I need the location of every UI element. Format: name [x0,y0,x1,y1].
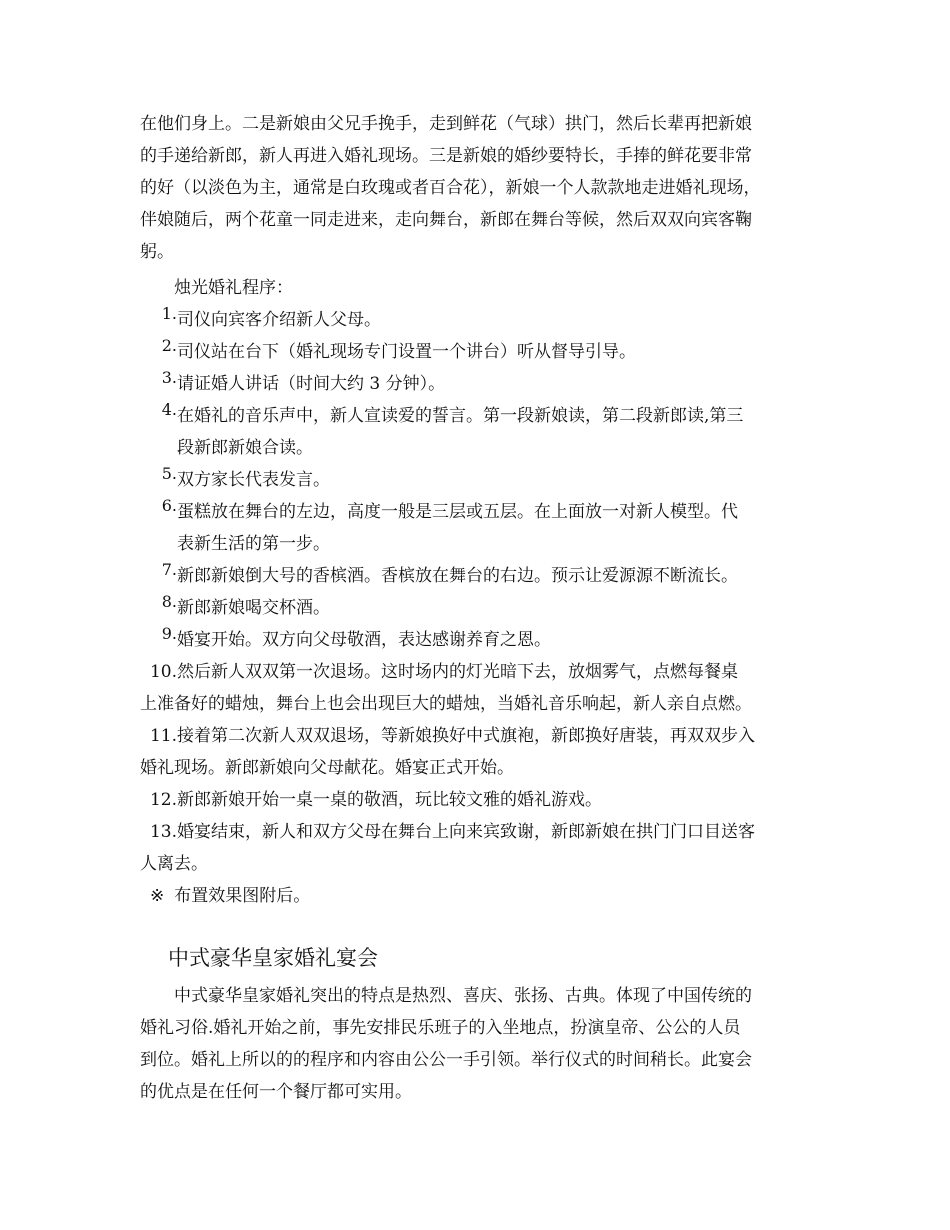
item-number: 6. [161,496,177,515]
item-text: 双方家长代表发言。 [177,470,330,490]
item-text: 请证婚人讲话（时间大约 3 分钟）。 [177,374,446,394]
item-number: 4. [161,400,177,419]
item-text: 婚宴结束，新人和双方父母在舞台上向来宾致谢，新郎新娘在拱门门口目送客 [177,822,755,842]
item-number: 7. [161,560,177,579]
item-number: 10. [149,662,177,682]
item-text: 上准备好的蜡烛，舞台上也会出现巨大的蜡烛，当婚礼音乐响起，新人亲自点燃。 [140,694,752,714]
list-item [140,400,820,464]
item-text: 新郎新娘开始一桌一桌的敬酒，玩比较文雅的婚礼游戏。 [177,790,602,810]
item-text: 司仪站在台下（婚礼现场专门设置一个讲台）听从督导引导。 [177,342,636,362]
procedure-title: 烛光婚礼程序： [174,278,293,298]
item-number: 12. [149,790,177,810]
item-text: 司仪向宾客介绍新人父母。 [177,310,381,330]
section-line: 的优点是在任何一个餐厅都可实用。 [140,1082,412,1102]
intro-line: 伴娘随后，两个花童一同走进来，走向舞台，新郎在舞台等候，然后双双向宾客鞠 [140,210,752,230]
note-text: 布置效果图附后。 [174,886,311,906]
item-text: 新郎新娘倒大号的香槟酒。香槟放在舞台的右边。预示让爱源源不断流长。 [177,566,738,586]
item-text: 新郎新娘喝交杯酒。 [177,598,330,618]
intro-line: 躬。 [140,242,174,262]
item-number: 2. [161,336,177,355]
intro-paragraph [140,108,820,912]
list-item [140,656,820,720]
item-number: 5. [161,464,177,483]
procedure-list [140,304,820,880]
list-item [140,560,820,592]
intro-line: 在他们身上。二是新娘由父兄手挽手，走到鲜花（气球）拱门，然后长辈再把新娘 [140,114,752,134]
item-text: 在婚礼的音乐声中，新人宣读爱的誓言。第一段新娘读，第二段新郎读,第三 [177,406,744,426]
item-text: 段新郎新娘合读。 [177,438,313,458]
list-item [140,624,820,656]
item-number: 3. [161,368,177,387]
item-number: 9. [161,624,177,643]
section-line: 婚礼习俗.婚礼开始之前，事先安排民乐班子的入坐地点，扮演皇帝、公公的人员 [140,1018,741,1038]
list-item [140,784,820,816]
item-text: 人离去。 [140,854,208,874]
item-number: 1. [161,304,177,323]
section-heading: 中式豪华皇家婚礼宴会 [168,946,378,970]
intro-line: 的好（以淡色为主，通常是白玫瑰或者百合花），新娘一个人款款地走进婚礼现场， [140,178,761,198]
note-line [140,880,820,912]
reference-mark-icon: ※ [150,886,165,906]
list-item [140,464,820,496]
item-number: 8. [161,592,177,611]
item-text: 蛋糕放在舞台的左边，高度一般是三层或五层。在上面放一对新人模型。代 [177,502,738,522]
section-paragraph [140,980,820,1108]
list-item [140,336,820,368]
item-text: 接着第二次新人双双退场，等新娘换好中式旗袍，新郎换好唐装，再双双步入 [177,726,755,746]
item-number: 11. [149,726,177,746]
list-item [140,368,820,400]
item-text: 表新生活的第一步。 [177,534,330,554]
section-line: 到位。婚礼上所以的的程序和内容由公公一手引领。举行仪式的时间稍长。此宴会 [140,1050,752,1070]
section-line: 中式豪华皇家婚礼突出的特点是热烈、喜庆、张扬、古典。体现了中国传统的 [174,986,752,1006]
item-text: 婚宴开始。双方向父母敬酒，表达感谢养育之恩。 [177,630,551,650]
list-item [140,304,820,336]
list-item [140,496,820,560]
item-text: 婚礼现场。新郎新娘向父母献花。婚宴正式开始。 [140,758,514,778]
item-number: 13. [149,822,177,842]
list-item [140,592,820,624]
list-item [140,720,820,784]
intro-line: 的手递给新郎，新人再进入婚礼现场。三是新娘的婚纱要特长，手捧的鲜花要非常 [140,146,752,166]
list-item [140,816,820,880]
item-text: 然后新人双双第一次退场。这时场内的灯光暗下去，放烟雾气，点燃每餐桌 [177,662,738,682]
